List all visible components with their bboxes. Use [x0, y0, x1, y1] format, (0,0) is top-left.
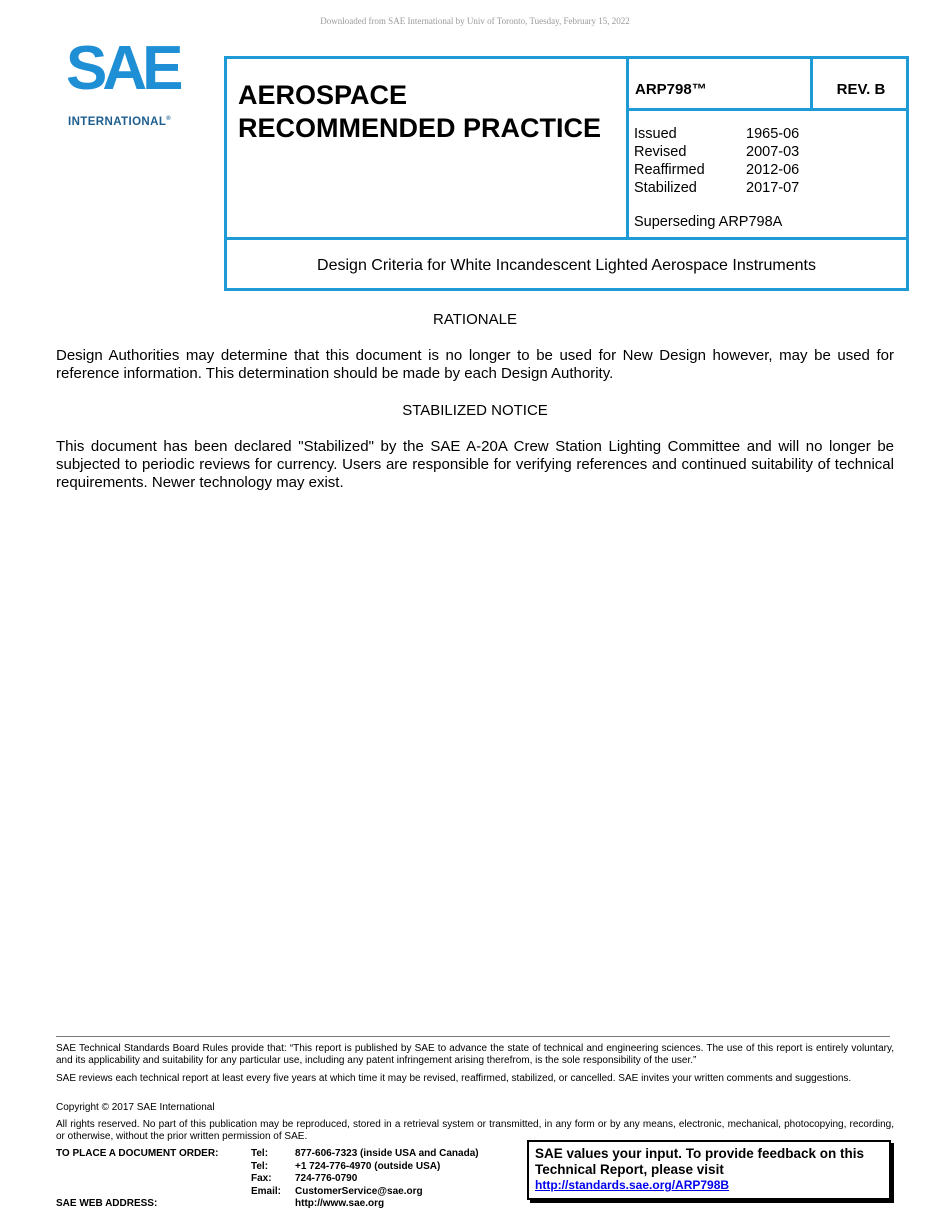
document-header-box	[224, 56, 909, 291]
title-line-2: RECOMMENDED PRACTICE	[238, 113, 602, 143]
document-number: ARP798™	[635, 81, 707, 98]
date-label: Reaffirmed	[634, 162, 705, 178]
revision-label: REV. B	[836, 81, 886, 98]
feedback-link[interactable]: http://standards.sae.org/ARP798B	[535, 1178, 730, 1192]
contact-type: Fax:	[251, 1173, 272, 1184]
contact-type: Tel:	[251, 1160, 269, 1172]
web-address-label: SAE WEB ADDRESS:	[56, 1198, 158, 1209]
order-label: TO PLACE A DOCUMENT ORDER:	[56, 1148, 219, 1159]
date-row	[634, 179, 799, 197]
document-title: Design Criteria for White Incandescent Lighted Aerospace Instruments	[317, 257, 816, 274]
contact-value: 877-606-7323 (inside USA and Canada)	[295, 1148, 479, 1159]
date-value: 2007-03	[746, 144, 800, 160]
contact-value: +1 724-776-4970 (outside USA)	[295, 1160, 441, 1172]
date-row	[634, 125, 799, 143]
superseding-note: Superseding ARP798A	[634, 214, 783, 230]
logo-registered-mark: ®	[166, 116, 172, 123]
feedback-box	[527, 1140, 891, 1200]
copyright-note: Copyright © 2017 SAE International	[56, 1102, 215, 1113]
review-note: SAE reviews each technical report at least every five years at which time it may be revised, reaffirmed, stabilized, or cancelled. SAE invites your written comments and suggestions.	[56, 1073, 852, 1084]
date-history	[634, 125, 799, 197]
date-row	[634, 143, 799, 161]
logo-sub-text: INTERNATIONAL	[68, 116, 167, 128]
header-divider-vertical	[626, 59, 629, 237]
date-value: 1965-06	[746, 126, 800, 142]
date-label: Issued	[634, 126, 677, 142]
document-type-title	[238, 79, 601, 145]
rights-note: All rights reserved. No part of this publication may be reproduced, stored in a retrieval system or transmitted, in any form or by any means, electronic, mechanical, photocopying, recording, or otherwise, without the prior written permission of SAE.	[56, 1119, 894, 1142]
logo-wordmark: SAE	[66, 34, 179, 103]
rationale-heading: RATIONALE	[433, 311, 517, 328]
sae-logo	[66, 34, 192, 134]
standards-rules-note: SAE Technical Standards Board Rules provide that: “This report is published by SAE to advance the state of technical and engineering sciences. The use of this report is entirely voluntary, and its applicability and suitability for any particular use, including any patent infringement arising therefrom, is the sole responsibility of the user.”	[56, 1043, 894, 1066]
date-label: Revised	[634, 144, 687, 160]
header-divider-horizontal	[227, 237, 906, 240]
stabilized-notice-paragraph: This document has been declared "Stabilized" by the SAE A-20A Crew Station Lighting Committee and will no longer be subjected to periodic reviews for currency. Users are responsible for verifying references and continued suitability of technical requirements. Newer technology may exist.	[56, 438, 894, 491]
date-value: 2012-06	[746, 162, 800, 178]
date-value: 2017-07	[746, 180, 800, 196]
web-address-link[interactable]: http://www.sae.org	[295, 1198, 385, 1209]
feedback-text: SAE values your input. To provide feedback on this Technical Report, please visit	[535, 1146, 865, 1177]
contact-type: Email:	[251, 1185, 282, 1197]
download-note: Downloaded from SAE International by Univ of Toronto, Tuesday, February 15, 2022	[320, 16, 630, 26]
contact-type: Tel:	[251, 1148, 269, 1159]
contact-value: 724-776-0790	[295, 1173, 358, 1184]
footer-divider	[56, 1036, 890, 1037]
title-line-1: AEROSPACE	[238, 80, 408, 110]
stabilized-notice-heading: STABILIZED NOTICE	[402, 402, 548, 419]
date-row	[634, 161, 799, 179]
docnumber-divider	[629, 108, 909, 111]
contact-email[interactable]: CustomerService@sae.org	[295, 1185, 423, 1197]
rationale-paragraph: Design Authorities may determine that this document is no longer to be used for New Design however, may be used for reference information. This determination should be made by each Design Authority.	[56, 347, 894, 382]
date-label: Stabilized	[634, 180, 697, 196]
logo-subtitle	[68, 116, 171, 128]
